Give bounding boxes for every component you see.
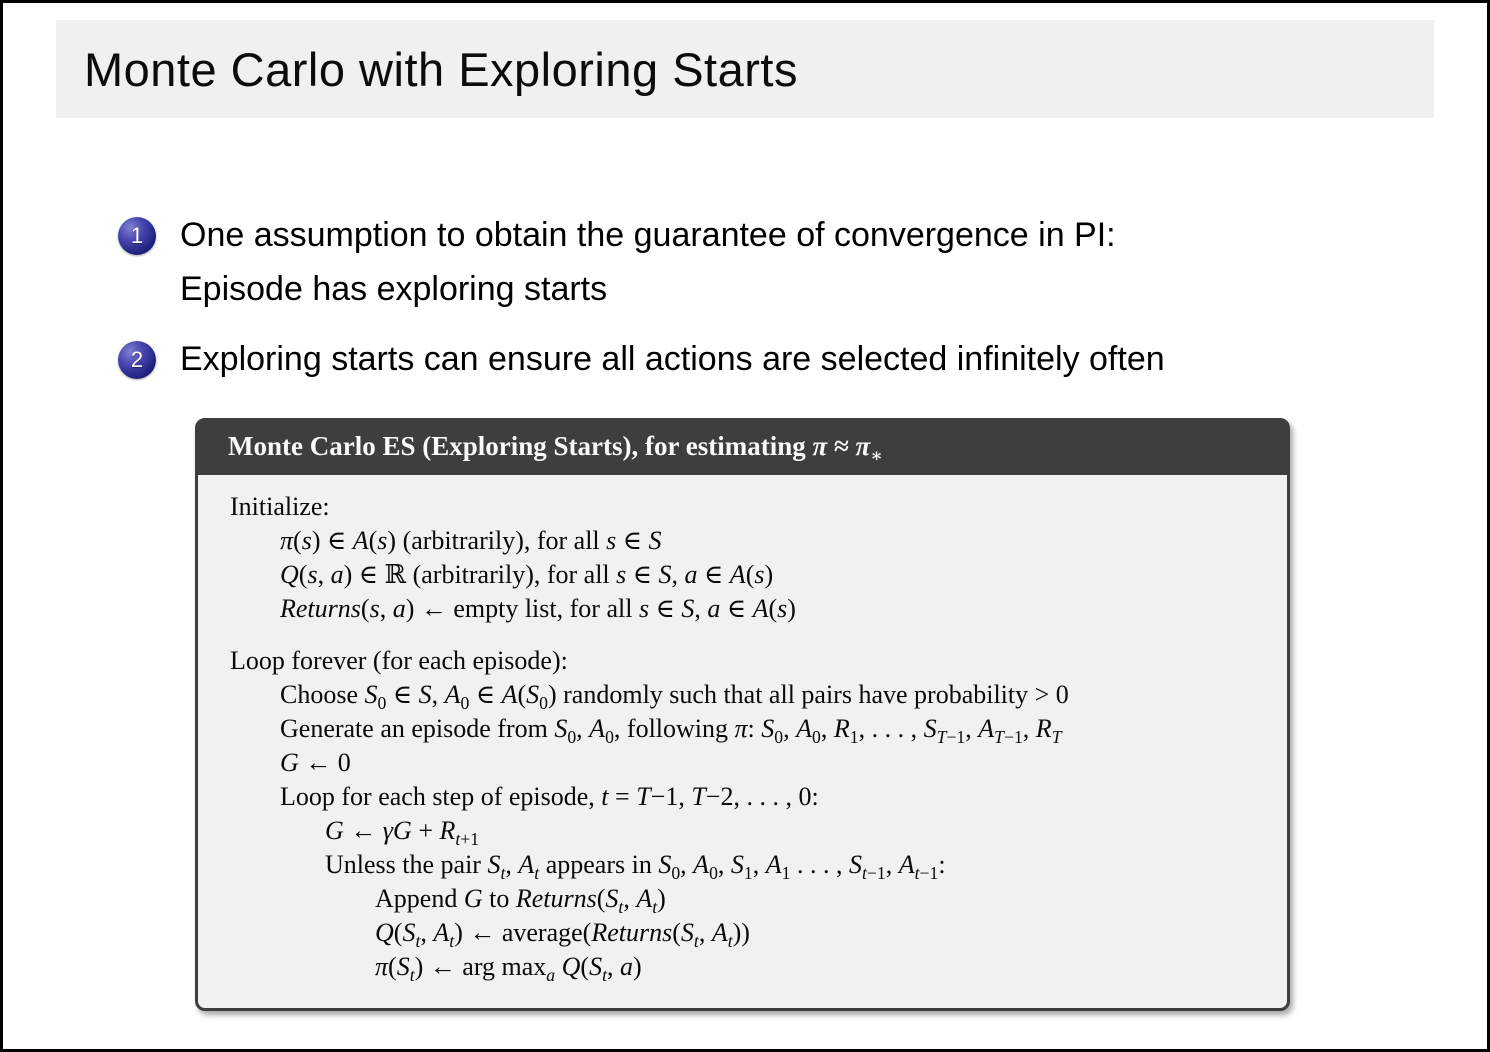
algo-line: Loop for each step of episode, t = T−1, T−2, . . . , 0: xyxy=(280,782,819,811)
algo-line: Returns(s, a) ← empty list, for all s ∈ S, a ∈ A(s) xyxy=(280,594,796,623)
algo-line: Generate an episode from $S_0$, $A_0$, following π: $S_0$, $A_0$, $R_1$, . . . , $S_{T-1}$, $A_{T-1}$, $R_T$ xyxy=(280,714,1062,748)
page-title: Monte Carlo with Exploring Starts xyxy=(84,42,798,96)
algorithm-box xyxy=(195,418,1290,1011)
bullet-label: Exploring starts can ensure all actions are selected infinitely often xyxy=(180,340,1165,378)
bullet-label: One assumption to obtain the guarantee of convergence in PI: Episode has exploring starts xyxy=(180,216,1116,308)
algo-line: $Q(S_t$, $A_t$) ← $average(Returns(S_t$, $A_t$)) xyxy=(375,918,750,952)
algo-line: Initialize: xyxy=(230,492,330,521)
algo-line: Choose $S_0$ ∈ S, $A_0$ ∈ $A(S_0)$ randomly such that all pairs have probability > 0 xyxy=(280,680,1069,714)
bullet-number-badge: 2 xyxy=(118,341,156,379)
bullet-list xyxy=(118,208,1418,402)
algo-line: π(s) ∈ A(s) (arbitrarily), for all s ∈ S xyxy=(280,526,662,555)
algo-line: Q(s, a) ∈ ℝ (arbitrarily), for all s ∈ S, a ∈ A(s) xyxy=(280,560,774,589)
algo-line: Loop forever (for each episode): xyxy=(230,646,568,675)
algo-line: Unless the pair $S_t$, $A_t$ appears in $S_0$, $A_0$, $S_1$, $A_1$ . . . , $S_{t-1}$, $A_{t-1}$: xyxy=(325,850,946,884)
algo-line: $\pi(S_t)$ ← arg $\max_a Q(S_t$, a) xyxy=(375,952,642,986)
algorithm-title: Monte Carlo ES (Exploring Starts), for estimating $\pi \approx \pi_∗$ xyxy=(198,421,1287,475)
algo-line: G ← 0 xyxy=(280,748,351,777)
bullet-number-badge: 1 xyxy=(118,217,156,255)
algorithm-pseudocode xyxy=(198,475,1287,1008)
bullet-item-2 xyxy=(118,332,1418,386)
algo-line: G ← $\gamma G + R_{t+1}$ xyxy=(325,816,480,850)
bullet-item-1 xyxy=(118,208,1418,316)
title-bar xyxy=(56,20,1434,118)
algo-line: Append G to $Returns(S_t$, $A_t$) xyxy=(375,884,666,918)
